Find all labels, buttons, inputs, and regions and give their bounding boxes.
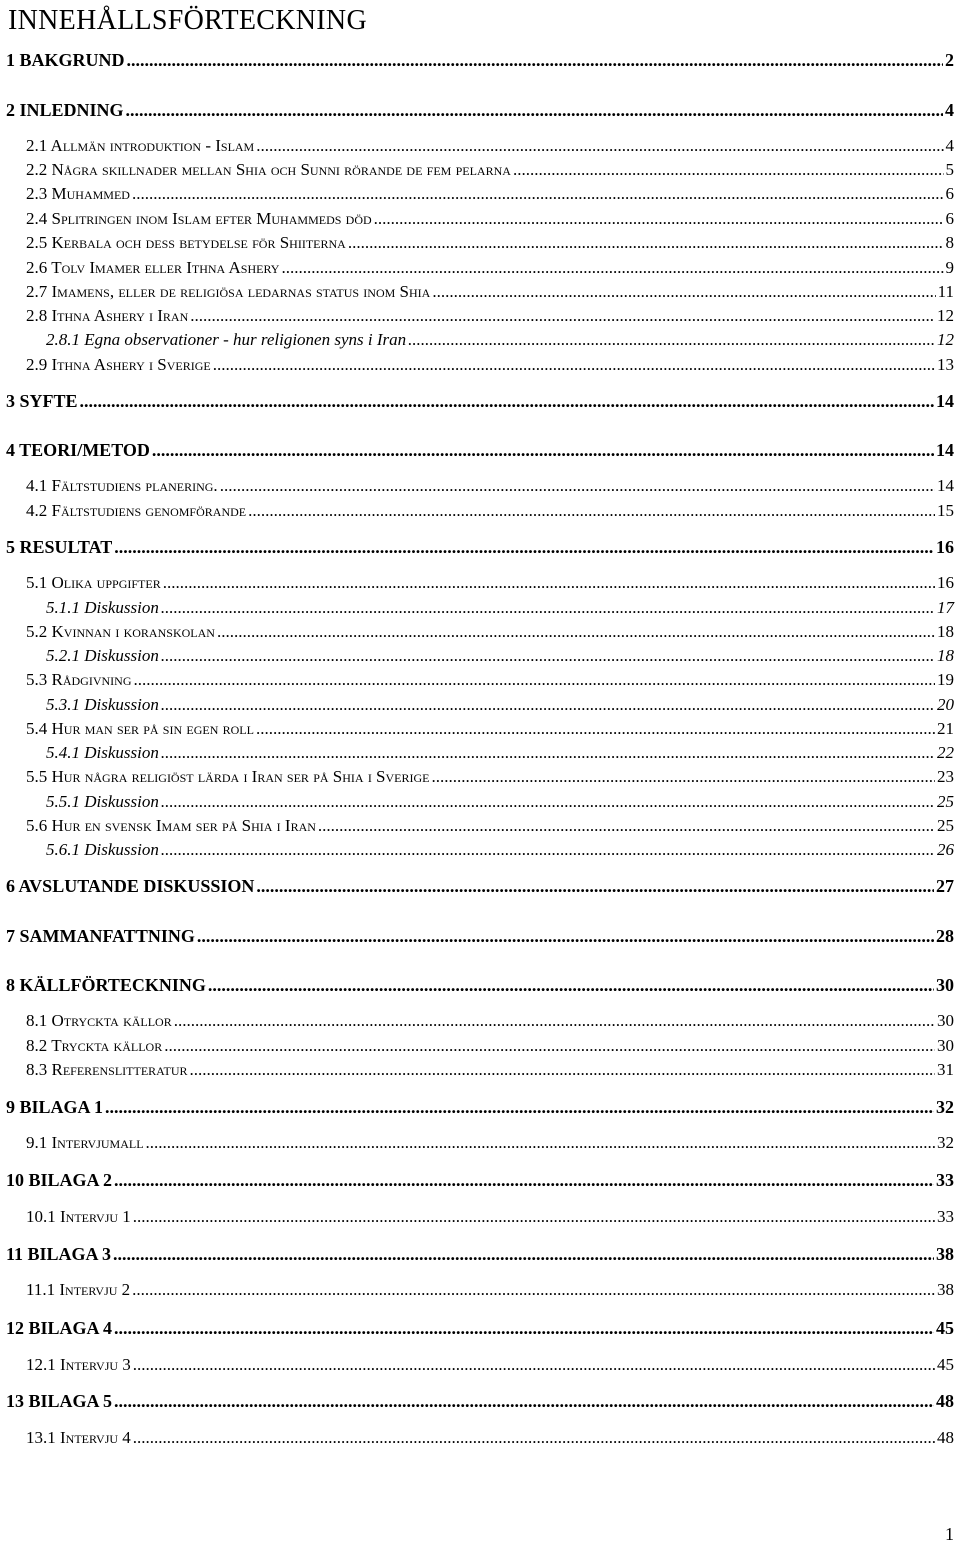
toc-section-entry[interactable] bbox=[26, 136, 954, 156]
toc-entry-label: 2.3 Muhammed bbox=[26, 184, 130, 203]
toc-dot-leader bbox=[248, 501, 935, 521]
toc-entry-page-number: 45 bbox=[936, 1318, 954, 1338]
toc-entry-page-number: 4 bbox=[945, 100, 954, 120]
toc-chapter-entry[interactable] bbox=[6, 1244, 954, 1265]
toc-entry-page-number: 12 bbox=[937, 306, 954, 325]
toc-entry-label: 2.4 Splitringen inom Islam efter Muhammeds död bbox=[26, 209, 372, 228]
toc-dot-leader bbox=[161, 743, 935, 763]
toc-entry-page-number: 17 bbox=[937, 598, 954, 617]
toc-entry-page-number: 19 bbox=[937, 670, 954, 689]
toc-entry-label: 5.6.1 Diskussion bbox=[46, 840, 159, 859]
toc-section-entry[interactable] bbox=[26, 233, 954, 253]
toc-dot-leader bbox=[132, 184, 944, 204]
toc-dot-leader bbox=[127, 50, 943, 71]
toc-dot-leader bbox=[133, 1428, 935, 1448]
toc-section-entry[interactable] bbox=[26, 282, 954, 302]
toc-subsection-entry[interactable] bbox=[46, 840, 954, 860]
toc-subsection-entry[interactable] bbox=[46, 598, 954, 618]
toc-section-entry[interactable] bbox=[26, 160, 954, 180]
toc-entry-label: 5.6 Hur en svensk Imam ser på Shia i Iran bbox=[26, 816, 316, 835]
toc-dot-leader bbox=[80, 391, 934, 412]
toc-entry-label: 1 BAKGRUND bbox=[6, 50, 125, 70]
toc-entry-page-number: 6 bbox=[945, 209, 954, 228]
toc-dot-leader bbox=[132, 1280, 935, 1300]
toc-section-entry[interactable] bbox=[26, 1207, 954, 1227]
toc-entry-label: 8 KÄLLFÖRTECKNING bbox=[6, 975, 206, 995]
toc-entry-label: 3 SYFTE bbox=[6, 391, 78, 411]
toc-entry-page-number: 32 bbox=[936, 1097, 954, 1117]
toc-dot-leader bbox=[114, 537, 934, 558]
toc-chapter-entry[interactable] bbox=[6, 1170, 954, 1191]
toc-chapter-entry[interactable] bbox=[6, 1391, 954, 1412]
toc-section-entry[interactable] bbox=[26, 1011, 954, 1031]
toc-dot-leader bbox=[220, 476, 935, 496]
toc-dot-leader bbox=[208, 975, 934, 996]
toc-entry-page-number: 13 bbox=[937, 355, 954, 374]
toc-dot-leader bbox=[134, 670, 936, 690]
toc-dot-leader bbox=[133, 1207, 935, 1227]
toc-dot-leader bbox=[161, 792, 935, 812]
toc-dot-leader bbox=[161, 598, 935, 618]
toc-entry-page-number: 25 bbox=[937, 792, 954, 811]
toc-section-entry[interactable] bbox=[26, 476, 954, 496]
toc-dot-leader bbox=[348, 233, 944, 253]
toc-subsection-entry[interactable] bbox=[46, 743, 954, 763]
toc-entry-label: 8.1 Otryckta källor bbox=[26, 1011, 172, 1030]
toc-chapter-entry[interactable] bbox=[6, 537, 954, 558]
toc-entry-page-number: 33 bbox=[937, 1207, 954, 1226]
toc-entry-label: 2.7 Imamens, eller de religiösa ledarnas status inom Shia bbox=[26, 282, 431, 301]
toc-entry-label: 5.2.1 Diskussion bbox=[46, 646, 159, 665]
toc-entry-label: 13.1 Intervju 4 bbox=[26, 1428, 131, 1447]
toc-entry-label: 5.4.1 Diskussion bbox=[46, 743, 159, 762]
toc-section-entry[interactable] bbox=[26, 1060, 954, 1080]
toc-section-entry[interactable] bbox=[26, 1355, 954, 1375]
toc-subsection-entry[interactable] bbox=[46, 330, 954, 350]
toc-entry-page-number: 48 bbox=[937, 1428, 954, 1447]
toc-section-entry[interactable] bbox=[26, 573, 954, 593]
toc-section-entry[interactable] bbox=[26, 767, 954, 787]
toc-chapter-entry[interactable] bbox=[6, 975, 954, 996]
toc-entry-page-number: 28 bbox=[936, 926, 954, 946]
toc-dot-leader bbox=[161, 646, 935, 666]
toc-chapter-entry[interactable] bbox=[6, 876, 954, 897]
toc-entry-label: 5.3 Rådgivning bbox=[26, 670, 132, 689]
toc-entry-label: 5.4 Hur man ser på sin egen roll bbox=[26, 719, 254, 738]
toc-dot-leader bbox=[133, 1355, 935, 1375]
toc-section-entry[interactable] bbox=[26, 1036, 954, 1056]
toc-entry-page-number: 25 bbox=[937, 816, 954, 835]
toc-entry-label: 2.8.1 Egna observationer - hur religionen syns i Iran bbox=[46, 330, 407, 349]
toc-entry-label: 2.2 Några skillnader mellan Shia och Sunni rörande de fem pelarna bbox=[26, 160, 511, 179]
toc-dot-leader bbox=[432, 282, 935, 302]
toc-chapter-entry[interactable] bbox=[6, 100, 954, 121]
toc-chapter-entry[interactable] bbox=[6, 391, 954, 412]
toc-entry-page-number: 9 bbox=[945, 258, 954, 277]
toc-entry-label: 11.1 Intervju 2 bbox=[26, 1280, 131, 1299]
toc-entry-label: 9 BILAGA 1 bbox=[6, 1097, 104, 1117]
toc-entry-page-number: 18 bbox=[937, 646, 954, 665]
toc-entry-label: 2.1 Allmän introduktion - Islam bbox=[26, 136, 255, 155]
toc-dot-leader bbox=[190, 306, 935, 326]
toc-dot-leader bbox=[197, 926, 934, 947]
toc-entry-page-number: 4 bbox=[945, 136, 954, 155]
toc-entry-label: 5.5.1 Diskussion bbox=[46, 792, 159, 811]
toc-dot-leader bbox=[256, 876, 934, 897]
toc-entry-label: 2.5 Kerbala och dess betydelse för Shiiterna bbox=[26, 233, 346, 252]
toc-entry-page-number: 22 bbox=[937, 743, 954, 762]
toc-section-entry[interactable] bbox=[26, 355, 954, 375]
toc-entry-label: 4.1 Fältstudiens planering. bbox=[26, 476, 218, 495]
toc-entry-label: 8.2 Tryckta källor bbox=[26, 1036, 163, 1055]
toc-dot-leader bbox=[152, 440, 934, 461]
toc-entry-page-number: 30 bbox=[936, 975, 954, 995]
toc-dot-leader bbox=[113, 1244, 934, 1265]
toc-entry-label: 12 BILAGA 4 bbox=[6, 1318, 113, 1338]
toc-dot-leader bbox=[281, 258, 943, 278]
toc-dot-leader bbox=[164, 1036, 935, 1056]
toc-chapter-entry[interactable] bbox=[6, 926, 954, 947]
toc-dot-leader bbox=[213, 355, 935, 375]
toc-entry-label: 5.1 Olika uppgifter bbox=[26, 573, 161, 592]
toc-entry-label: 5.3.1 Diskussion bbox=[46, 695, 159, 714]
toc-subsection-entry[interactable] bbox=[46, 695, 954, 715]
toc-dot-leader bbox=[374, 209, 944, 229]
toc-section-entry[interactable] bbox=[26, 816, 954, 836]
toc-chapter-entry[interactable] bbox=[6, 50, 954, 71]
toc-entry-page-number: 11 bbox=[937, 282, 954, 301]
toc-entry-page-number: 15 bbox=[937, 501, 954, 520]
toc-entry-label: 13 BILAGA 5 bbox=[6, 1391, 113, 1411]
toc-dot-leader bbox=[256, 719, 935, 739]
toc-dot-leader bbox=[190, 1060, 935, 1080]
toc-section-entry[interactable] bbox=[26, 719, 954, 739]
toc-entry-page-number: 16 bbox=[936, 537, 954, 557]
toc-chapter-entry[interactable] bbox=[6, 440, 954, 461]
toc-entry-page-number: 26 bbox=[937, 840, 954, 859]
toc-entry-page-number: 45 bbox=[937, 1355, 954, 1374]
toc-section-entry[interactable] bbox=[26, 1428, 954, 1448]
toc-entry-label: 2.8 Ithna Ashery i Iran bbox=[26, 306, 189, 325]
toc-dot-leader bbox=[114, 1318, 934, 1339]
toc-entry-label: 8.3 Referenslitteratur bbox=[26, 1060, 188, 1079]
toc-chapter-entry[interactable] bbox=[6, 1097, 954, 1118]
toc-dot-leader bbox=[217, 622, 935, 642]
toc-entry-label: 7 SAMMANFATTNING bbox=[6, 926, 195, 946]
toc-entry-page-number: 30 bbox=[937, 1011, 954, 1030]
toc-section-entry[interactable] bbox=[26, 1280, 954, 1300]
toc-section-entry[interactable] bbox=[26, 501, 954, 521]
toc-entry-page-number: 32 bbox=[937, 1133, 954, 1152]
toc-dot-leader bbox=[318, 816, 935, 836]
toc-dot-leader bbox=[114, 1391, 934, 1412]
toc-entry-label: 2.9 Ithna Ashery i Sverige bbox=[26, 355, 211, 374]
toc-entry-page-number: 20 bbox=[937, 695, 954, 714]
toc-dot-leader bbox=[163, 573, 935, 593]
toc-entry-page-number: 12 bbox=[937, 330, 954, 349]
toc-entry-page-number: 38 bbox=[937, 1280, 954, 1299]
toc-entry-label: 2.6 Tolv Imamer eller Ithna Ashery bbox=[26, 258, 280, 277]
toc-chapter-entry[interactable] bbox=[6, 1318, 954, 1339]
toc-entry-page-number: 5 bbox=[945, 160, 954, 179]
toc-section-entry[interactable] bbox=[26, 622, 954, 642]
toc-section-entry[interactable] bbox=[26, 670, 954, 690]
toc-entry-label: 11 BILAGA 3 bbox=[6, 1244, 112, 1264]
toc-dot-leader bbox=[114, 1170, 934, 1191]
toc-dot-leader bbox=[105, 1097, 934, 1118]
toc-entry-label: 4 TEORI/METOD bbox=[6, 440, 150, 460]
toc-entry-page-number: 14 bbox=[937, 476, 954, 495]
toc-entry-label: 2 INLEDNING bbox=[6, 100, 124, 120]
toc-entry-label: 10.1 Intervju 1 bbox=[26, 1207, 131, 1226]
toc-entry-page-number: 18 bbox=[937, 622, 954, 641]
toc-entry-page-number: 16 bbox=[937, 573, 954, 592]
toc-entry-page-number: 30 bbox=[937, 1036, 954, 1055]
toc-section-entry[interactable] bbox=[26, 306, 954, 326]
toc-entry-label: 5.5 Hur några religiöst lärda i Iran ser på Shia i Sverige bbox=[26, 767, 430, 786]
toc-dot-leader bbox=[161, 695, 935, 715]
toc-entry-page-number: 23 bbox=[937, 767, 954, 786]
toc-title: INNEHÅLLSFÖRTECKNING bbox=[8, 5, 367, 36]
toc-dot-leader bbox=[432, 767, 935, 787]
toc-dot-leader bbox=[513, 160, 944, 180]
toc-entry-page-number: 21 bbox=[937, 719, 954, 738]
toc-entry-page-number: 31 bbox=[937, 1060, 954, 1079]
toc-entry-label: 5.1.1 Diskussion bbox=[46, 598, 159, 617]
toc-entry-label: 9.1 Intervjumall bbox=[26, 1133, 144, 1152]
toc-entry-page-number: 48 bbox=[936, 1391, 954, 1411]
toc-subsection-entry[interactable] bbox=[46, 792, 954, 812]
toc-dot-leader bbox=[126, 100, 943, 121]
toc-dot-leader bbox=[146, 1133, 935, 1153]
toc-section-entry[interactable] bbox=[26, 258, 954, 278]
toc-entry-label: 4.2 Fältstudiens genomförande bbox=[26, 501, 247, 520]
page-number: 1 bbox=[945, 1524, 954, 1544]
toc-entry-label: 6 AVSLUTANDE DISKUSSION bbox=[6, 876, 255, 896]
toc-dot-leader bbox=[256, 136, 943, 156]
toc-entry-label: 12.1 Intervju 3 bbox=[26, 1355, 131, 1374]
toc-entry-page-number: 14 bbox=[936, 440, 954, 460]
toc-entry-page-number: 14 bbox=[936, 391, 954, 411]
toc-entry-label: 5.2 Kvinnan i koranskolan bbox=[26, 622, 215, 641]
toc-entry-page-number: 8 bbox=[945, 233, 954, 252]
toc-entry-label: 5 RESULTAT bbox=[6, 537, 113, 557]
toc-dot-leader bbox=[174, 1011, 935, 1031]
toc-dot-leader bbox=[408, 330, 935, 350]
toc-dot-leader bbox=[161, 840, 935, 860]
toc-section-entry[interactable] bbox=[26, 209, 954, 229]
toc-entry-page-number: 6 bbox=[945, 184, 954, 203]
toc-entry-page-number: 27 bbox=[936, 876, 954, 896]
toc-section-entry[interactable] bbox=[26, 184, 954, 204]
toc-entry-label: 10 BILAGA 2 bbox=[6, 1170, 113, 1190]
toc-entry-page-number: 2 bbox=[945, 50, 954, 70]
toc-subsection-entry[interactable] bbox=[46, 646, 954, 666]
toc-entry-page-number: 38 bbox=[936, 1244, 954, 1264]
toc-section-entry[interactable] bbox=[26, 1133, 954, 1153]
toc-entry-page-number: 33 bbox=[936, 1170, 954, 1190]
